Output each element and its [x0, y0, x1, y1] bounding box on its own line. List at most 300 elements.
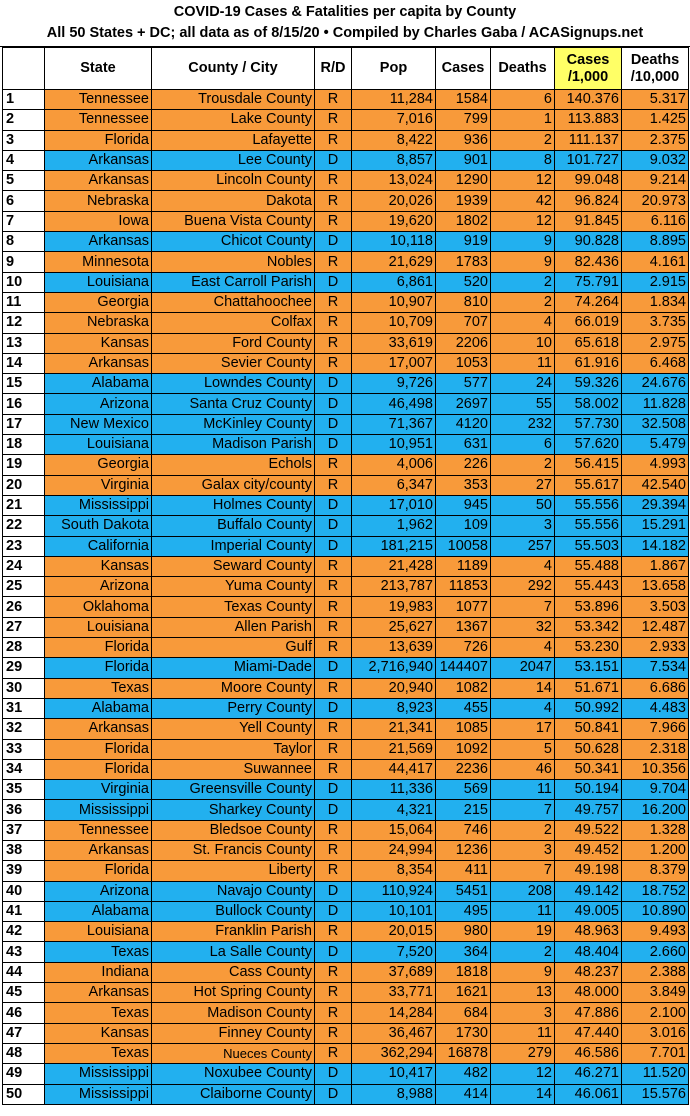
row-number: 16 — [3, 394, 45, 414]
county-cell: Bullock County — [152, 901, 315, 921]
deaths-cell: 2047 — [491, 658, 555, 678]
deaths-per-10000-cell: 2.100 — [622, 1003, 689, 1023]
county-cell: Noxubee County — [152, 1064, 315, 1084]
cases-per-1000-cell: 91.845 — [555, 211, 622, 231]
deaths-per-10000-cell: 12.487 — [622, 617, 689, 637]
party-cell: D — [315, 942, 352, 962]
deaths-per-10000-cell: 1.328 — [622, 820, 689, 840]
table-row — [3, 983, 689, 1003]
county-cell: Chattahoochee — [152, 292, 315, 312]
party-cell: D — [315, 232, 352, 252]
cases-cell: 799 — [436, 110, 491, 130]
row-number: 17 — [3, 414, 45, 434]
pop-cell: 6,347 — [352, 475, 436, 495]
county-cell: Lincoln County — [152, 171, 315, 191]
pop-cell: 13,639 — [352, 638, 436, 658]
state-cell: Arkansas — [45, 150, 152, 170]
pop-cell: 19,983 — [352, 597, 436, 617]
pop-cell: 6,861 — [352, 272, 436, 292]
deaths-cell: 12 — [491, 211, 555, 231]
state-cell: Virginia — [45, 780, 152, 800]
row-number: 23 — [3, 536, 45, 556]
row-number: 22 — [3, 516, 45, 536]
deaths-per-10000-cell: 18.752 — [622, 881, 689, 901]
pop-cell: 20,940 — [352, 678, 436, 698]
cases-per-1000-cell: 55.556 — [555, 516, 622, 536]
row-number: 26 — [3, 597, 45, 617]
header-cases-per-1000-line2: /1,000 — [567, 68, 609, 85]
pop-cell: 33,771 — [352, 983, 436, 1003]
party-cell: R — [315, 110, 352, 130]
row-number: 44 — [3, 962, 45, 982]
state-cell: Florida — [45, 861, 152, 881]
county-cell: Claiborne County — [152, 1084, 315, 1104]
state-cell: Alabama — [45, 374, 152, 394]
pop-cell: 15,064 — [352, 820, 436, 840]
table-row — [3, 475, 689, 495]
cases-per-1000-cell: 66.019 — [555, 313, 622, 333]
deaths-cell: 9 — [491, 252, 555, 272]
county-cell: Santa Cruz County — [152, 394, 315, 414]
cases-cell: 414 — [436, 1084, 491, 1104]
cases-cell: 936 — [436, 130, 491, 150]
deaths-cell: 24 — [491, 374, 555, 394]
cases-cell: 2236 — [436, 759, 491, 779]
row-number: 14 — [3, 353, 45, 373]
cases-cell: 4120 — [436, 414, 491, 434]
deaths-per-10000-cell: 4.483 — [622, 698, 689, 718]
table-row — [3, 577, 689, 597]
pop-cell: 10,907 — [352, 292, 436, 312]
state-cell: Louisiana — [45, 617, 152, 637]
table-row — [3, 435, 689, 455]
row-number: 41 — [3, 901, 45, 921]
table-row — [3, 1043, 689, 1063]
state-cell: Texas — [45, 678, 152, 698]
cases-per-1000-cell: 46.061 — [555, 1084, 622, 1104]
county-cell: Dakota — [152, 191, 315, 211]
row-number: 3 — [3, 130, 45, 150]
table-row — [3, 1084, 689, 1104]
table-row — [3, 292, 689, 312]
party-cell: R — [315, 719, 352, 739]
deaths-per-10000-cell: 3.016 — [622, 1023, 689, 1043]
party-cell: R — [315, 171, 352, 191]
cases-cell: 980 — [436, 922, 491, 942]
pop-cell: 21,629 — [352, 252, 436, 272]
state-cell: Texas — [45, 942, 152, 962]
table-row — [3, 414, 689, 434]
party-cell: R — [315, 678, 352, 698]
county-cell: Lake County — [152, 110, 315, 130]
row-number: 28 — [3, 638, 45, 658]
pop-cell: 46,498 — [352, 394, 436, 414]
party-cell: R — [315, 292, 352, 312]
table-row — [3, 638, 689, 658]
pop-cell: 21,569 — [352, 739, 436, 759]
deaths-cell: 3 — [491, 840, 555, 860]
cases-per-1000-cell: 49.522 — [555, 820, 622, 840]
cases-per-1000-cell: 47.440 — [555, 1023, 622, 1043]
state-cell: Virginia — [45, 475, 152, 495]
table-row — [3, 232, 689, 252]
cases-cell: 109 — [436, 516, 491, 536]
party-cell: R — [315, 962, 352, 982]
party-cell: R — [315, 638, 352, 658]
county-cell: Yell County — [152, 719, 315, 739]
party-cell: R — [315, 252, 352, 272]
deaths-per-10000-cell: 2.375 — [622, 130, 689, 150]
deaths-per-10000-cell: 9.214 — [622, 171, 689, 191]
deaths-per-10000-cell: 7.966 — [622, 719, 689, 739]
cases-per-1000-cell: 46.271 — [555, 1064, 622, 1084]
state-cell: Arkansas — [45, 171, 152, 191]
header-rd: R/D — [315, 48, 352, 90]
row-number: 42 — [3, 922, 45, 942]
deaths-per-10000-cell: 5.317 — [622, 90, 689, 110]
row-number: 31 — [3, 698, 45, 718]
pop-cell: 1,962 — [352, 516, 436, 536]
deaths-per-10000-cell: 6.116 — [622, 211, 689, 231]
state-cell: Nebraska — [45, 313, 152, 333]
cases-cell: 919 — [436, 232, 491, 252]
deaths-per-10000-cell: 2.318 — [622, 739, 689, 759]
pop-cell: 36,467 — [352, 1023, 436, 1043]
deaths-cell: 42 — [491, 191, 555, 211]
cases-cell: 1236 — [436, 840, 491, 860]
cases-per-1000-cell: 101.727 — [555, 150, 622, 170]
deaths-per-10000-cell: 29.394 — [622, 495, 689, 515]
state-cell: Arkansas — [45, 840, 152, 860]
deaths-per-10000-cell: 42.540 — [622, 475, 689, 495]
county-cell: Imperial County — [152, 536, 315, 556]
deaths-cell: 32 — [491, 617, 555, 637]
deaths-cell: 2 — [491, 272, 555, 292]
party-cell: R — [315, 1003, 352, 1023]
party-cell: R — [315, 739, 352, 759]
state-cell: Nebraska — [45, 191, 152, 211]
state-cell: Arizona — [45, 394, 152, 414]
state-cell: Arkansas — [45, 353, 152, 373]
county-cell: Navajo County — [152, 881, 315, 901]
cases-cell: 364 — [436, 942, 491, 962]
table-row — [3, 698, 689, 718]
header-deaths-per-10000-line2: /10,000 — [630, 68, 680, 85]
party-cell: D — [315, 435, 352, 455]
row-number: 48 — [3, 1043, 45, 1063]
pop-cell: 4,006 — [352, 455, 436, 475]
deaths-cell: 46 — [491, 759, 555, 779]
row-number: 38 — [3, 840, 45, 860]
table-row — [3, 455, 689, 475]
county-cell: McKinley County — [152, 414, 315, 434]
cases-cell: 945 — [436, 495, 491, 515]
cases-cell: 5451 — [436, 881, 491, 901]
table-row — [3, 252, 689, 272]
pop-cell: 10,951 — [352, 435, 436, 455]
deaths-cell: 11 — [491, 353, 555, 373]
cases-per-1000-cell: 46.586 — [555, 1043, 622, 1063]
header-deaths-per-10000-line1: Deaths — [630, 51, 680, 68]
table-row — [3, 191, 689, 211]
deaths-cell: 17 — [491, 719, 555, 739]
state-cell: Indiana — [45, 962, 152, 982]
state-cell: Arkansas — [45, 719, 152, 739]
state-cell: Mississippi — [45, 495, 152, 515]
deaths-cell: 14 — [491, 1084, 555, 1104]
party-cell: R — [315, 577, 352, 597]
deaths-cell: 4 — [491, 556, 555, 576]
pop-cell: 11,336 — [352, 780, 436, 800]
row-number: 47 — [3, 1023, 45, 1043]
row-number: 50 — [3, 1084, 45, 1104]
state-cell: Tennessee — [45, 820, 152, 840]
row-number: 29 — [3, 658, 45, 678]
table-row — [3, 1023, 689, 1043]
deaths-per-10000-cell: 1.867 — [622, 556, 689, 576]
row-number: 19 — [3, 455, 45, 475]
state-cell: Minnesota — [45, 252, 152, 272]
row-number: 9 — [3, 252, 45, 272]
county-cell: Lafayette — [152, 130, 315, 150]
state-cell: Louisiana — [45, 272, 152, 292]
row-number: 27 — [3, 617, 45, 637]
header-cases-per-1000-line1: Cases — [566, 51, 610, 68]
state-cell: Florida — [45, 638, 152, 658]
deaths-per-10000-cell: 1.425 — [622, 110, 689, 130]
pop-cell: 13,024 — [352, 171, 436, 191]
table-row — [3, 840, 689, 860]
cases-cell: 353 — [436, 475, 491, 495]
pop-cell: 21,341 — [352, 719, 436, 739]
deaths-cell: 2 — [491, 942, 555, 962]
row-number: 45 — [3, 983, 45, 1003]
pop-cell: 71,367 — [352, 414, 436, 434]
cases-per-1000-cell: 49.198 — [555, 861, 622, 881]
party-cell: D — [315, 272, 352, 292]
party-cell: D — [315, 698, 352, 718]
table-body — [3, 90, 689, 1105]
state-cell: Arkansas — [45, 232, 152, 252]
county-cell: Trousdale County — [152, 90, 315, 110]
cases-cell: 215 — [436, 800, 491, 820]
county-cell: Taylor — [152, 739, 315, 759]
cases-cell: 707 — [436, 313, 491, 333]
deaths-cell: 2 — [491, 820, 555, 840]
cases-cell: 520 — [436, 272, 491, 292]
cases-per-1000-cell: 48.963 — [555, 922, 622, 942]
party-cell: D — [315, 1084, 352, 1104]
county-cell: Madison Parish — [152, 435, 315, 455]
deaths-per-10000-cell: 24.676 — [622, 374, 689, 394]
pop-cell: 8,354 — [352, 861, 436, 881]
deaths-per-10000-cell: 1.834 — [622, 292, 689, 312]
state-cell: Kansas — [45, 1023, 152, 1043]
deaths-per-10000-cell: 11.828 — [622, 394, 689, 414]
party-cell: R — [315, 1043, 352, 1063]
table-row — [3, 962, 689, 982]
deaths-per-10000-cell: 10.890 — [622, 901, 689, 921]
table-row — [3, 678, 689, 698]
state-cell: Oklahoma — [45, 597, 152, 617]
table-row — [3, 353, 689, 373]
cases-cell: 746 — [436, 820, 491, 840]
state-cell: Arizona — [45, 881, 152, 901]
party-cell: R — [315, 556, 352, 576]
pop-cell: 8,857 — [352, 150, 436, 170]
party-cell: R — [315, 333, 352, 353]
row-number: 33 — [3, 739, 45, 759]
table-row — [3, 719, 689, 739]
table-row — [3, 516, 689, 536]
county-cell: Ford County — [152, 333, 315, 353]
table-row — [3, 800, 689, 820]
deaths-per-10000-cell: 13.658 — [622, 577, 689, 597]
deaths-cell: 27 — [491, 475, 555, 495]
deaths-cell: 6 — [491, 435, 555, 455]
party-cell: R — [315, 597, 352, 617]
header-county: County / City — [152, 48, 315, 90]
cases-per-1000-cell: 53.151 — [555, 658, 622, 678]
deaths-cell: 292 — [491, 577, 555, 597]
pop-cell: 7,016 — [352, 110, 436, 130]
cases-per-1000-cell: 49.005 — [555, 901, 622, 921]
deaths-cell: 50 — [491, 495, 555, 515]
state-cell: Kansas — [45, 333, 152, 353]
party-cell: D — [315, 901, 352, 921]
table-row — [3, 922, 689, 942]
deaths-cell: 11 — [491, 1023, 555, 1043]
title-block — [0, 0, 690, 47]
deaths-per-10000-cell: 8.895 — [622, 232, 689, 252]
table-row — [3, 211, 689, 231]
cases-cell: 2697 — [436, 394, 491, 414]
cases-cell: 1818 — [436, 962, 491, 982]
cases-per-1000-cell: 50.992 — [555, 698, 622, 718]
cases-per-1000-cell: 75.791 — [555, 272, 622, 292]
party-cell: R — [315, 191, 352, 211]
cases-cell: 2206 — [436, 333, 491, 353]
pop-cell: 17,007 — [352, 353, 436, 373]
table-row — [3, 313, 689, 333]
deaths-per-10000-cell: 2.388 — [622, 962, 689, 982]
county-cell: Texas County — [152, 597, 315, 617]
state-cell: Louisiana — [45, 922, 152, 942]
cases-per-1000-cell: 50.341 — [555, 759, 622, 779]
table-row — [3, 739, 689, 759]
row-number: 4 — [3, 150, 45, 170]
party-cell: R — [315, 211, 352, 231]
cases-per-1000-cell: 111.137 — [555, 130, 622, 150]
deaths-cell: 14 — [491, 678, 555, 698]
deaths-cell: 257 — [491, 536, 555, 556]
row-number: 30 — [3, 678, 45, 698]
deaths-per-10000-cell: 9.032 — [622, 150, 689, 170]
deaths-per-10000-cell: 8.379 — [622, 861, 689, 881]
party-cell: D — [315, 394, 352, 414]
party-cell: R — [315, 759, 352, 779]
state-cell: Alabama — [45, 698, 152, 718]
row-number: 25 — [3, 577, 45, 597]
state-cell: Mississippi — [45, 800, 152, 820]
party-cell: R — [315, 840, 352, 860]
cases-per-1000-cell: 82.436 — [555, 252, 622, 272]
cases-per-1000-cell: 96.824 — [555, 191, 622, 211]
county-cell: Yuma County — [152, 577, 315, 597]
deaths-cell: 1 — [491, 110, 555, 130]
cases-per-1000-cell: 49.452 — [555, 840, 622, 860]
party-cell: R — [315, 313, 352, 333]
deaths-per-10000-cell: 20.973 — [622, 191, 689, 211]
table-row — [3, 820, 689, 840]
pop-cell: 8,422 — [352, 130, 436, 150]
deaths-cell: 8 — [491, 150, 555, 170]
county-cell: Allen Parish — [152, 617, 315, 637]
county-cell: Sharkey County — [152, 800, 315, 820]
county-cell: Chicot County — [152, 232, 315, 252]
cases-cell: 1621 — [436, 983, 491, 1003]
cases-cell: 577 — [436, 374, 491, 394]
state-cell: Texas — [45, 1043, 152, 1063]
table-row — [3, 881, 689, 901]
pop-cell: 181,215 — [352, 536, 436, 556]
deaths-cell: 7 — [491, 800, 555, 820]
table-row — [3, 536, 689, 556]
cases-per-1000-cell: 47.886 — [555, 1003, 622, 1023]
county-cell: Perry County — [152, 698, 315, 718]
state-cell: Arkansas — [45, 983, 152, 1003]
state-cell: Tennessee — [45, 110, 152, 130]
deaths-per-10000-cell: 2.933 — [622, 638, 689, 658]
state-cell: Iowa — [45, 211, 152, 231]
county-cell: Finney County — [152, 1023, 315, 1043]
cases-per-1000-cell: 113.883 — [555, 110, 622, 130]
row-number: 11 — [3, 292, 45, 312]
deaths-per-10000-cell: 3.503 — [622, 597, 689, 617]
pop-cell: 11,284 — [352, 90, 436, 110]
cases-per-1000-cell: 56.415 — [555, 455, 622, 475]
party-cell: R — [315, 1023, 352, 1043]
state-cell: Louisiana — [45, 435, 152, 455]
deaths-cell: 232 — [491, 414, 555, 434]
deaths-per-10000-cell: 2.915 — [622, 272, 689, 292]
party-cell: R — [315, 475, 352, 495]
cases-cell: 1077 — [436, 597, 491, 617]
state-cell: Texas — [45, 1003, 152, 1023]
county-cell: St. Francis County — [152, 840, 315, 860]
deaths-cell: 19 — [491, 922, 555, 942]
cases-per-1000-cell: 53.896 — [555, 597, 622, 617]
pop-cell: 33,619 — [352, 333, 436, 353]
deaths-cell: 7 — [491, 597, 555, 617]
party-cell: D — [315, 780, 352, 800]
cases-cell: 1367 — [436, 617, 491, 637]
deaths-cell: 2 — [491, 130, 555, 150]
deaths-cell: 9 — [491, 232, 555, 252]
state-cell: California — [45, 536, 152, 556]
table-row — [3, 1003, 689, 1023]
cases-per-1000-cell: 50.194 — [555, 780, 622, 800]
table-row — [3, 110, 689, 130]
cases-cell: 1085 — [436, 719, 491, 739]
county-cell: Nobles — [152, 252, 315, 272]
county-cell: Lowndes County — [152, 374, 315, 394]
table-row — [3, 556, 689, 576]
deaths-cell: 3 — [491, 516, 555, 536]
pop-cell: 17,010 — [352, 495, 436, 515]
deaths-cell: 11 — [491, 901, 555, 921]
cases-per-1000-cell: 55.556 — [555, 495, 622, 515]
